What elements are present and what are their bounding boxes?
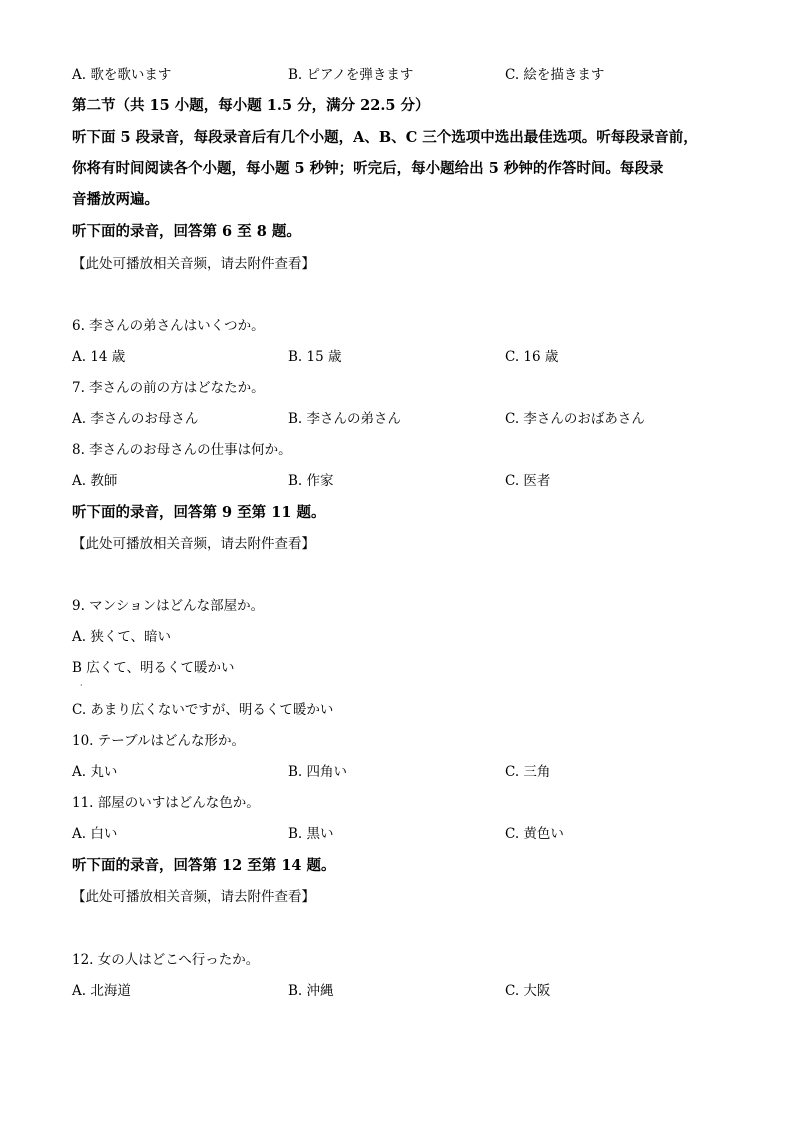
- q7-option-c: C. 李さんのおばあさん: [505, 411, 645, 427]
- group1-audio-note: 【此处可播放相关音频，请去附件查看】: [72, 256, 315, 272]
- q9-option-c: C. あまり広くないですが、明るくて暖かい: [72, 702, 334, 718]
- q11-option-c: C. 黄色い: [505, 826, 564, 842]
- q12-option-b: B. 沖縄: [288, 983, 334, 999]
- section2-instructions-line1: 听下面 5 段录音，每段录音后有几个小题，A、B、C 三个选项中选出最佳选项。听每段录音前，: [72, 129, 698, 146]
- q8-text: 8. 李さんのお母さんの仕事は何か。: [72, 442, 292, 458]
- q7-text: 7. 李さんの前の方はどなたか。: [72, 380, 265, 396]
- q11-option-b: B. 黒い: [288, 826, 334, 842]
- q9-option-a: A. 狭くて、暗い: [72, 629, 172, 645]
- group3-audio-note: 【此处可播放相关音频，请去附件查看】: [72, 889, 315, 905]
- q5-option-c: C. 絵を描きます: [505, 67, 605, 83]
- q5-option-a: A. 歌を歌います: [72, 67, 172, 83]
- stray-dot: ·: [80, 681, 83, 690]
- q10-text: 10. テーブルはどんな形か。: [72, 733, 246, 749]
- q6-option-a: A. 14 歳: [72, 349, 126, 365]
- group2-title: 听下面的录音，回答第 9 至第 11 题。: [72, 504, 326, 521]
- q10-option-a: A. 丸い: [72, 764, 118, 780]
- q11-option-a: A. 白い: [72, 826, 118, 842]
- q8-option-a: A. 教師: [72, 473, 118, 489]
- section2-heading: 第二节（共 15 小题，每小题 1.5 分，满分 22.5 分）: [72, 97, 430, 114]
- q9-option-b: B 広くて、明るくて暖かい: [72, 660, 235, 676]
- q7-option-a: A. 李さんのお母さん: [72, 411, 199, 427]
- group2-audio-note: 【此处可播放相关音频，请去附件查看】: [72, 536, 315, 552]
- q9-text: 9. マンションはどんな部屋か。: [72, 598, 265, 614]
- q6-text: 6. 李さんの弟さんはいくつか。: [72, 318, 265, 334]
- q8-option-c: C. 医者: [505, 473, 551, 489]
- q8-option-b: B. 作家: [288, 473, 334, 489]
- q7-option-b: B. 李さんの弟さん: [288, 411, 402, 427]
- group1-title: 听下面的录音，回答第 6 至 8 题。: [72, 223, 301, 240]
- q12-option-a: A. 北海道: [72, 983, 131, 999]
- q10-option-c: C. 三角: [505, 764, 551, 780]
- q11-text: 11. 部屋のいすはどんな色か。: [72, 795, 260, 811]
- section2-instructions-line2: 你将有时间阅读各个小题，每小题 5 秒钟；听完后，每小题给出 5 秒钟的作答时间。每段录: [72, 160, 664, 177]
- q6-option-b: B. 15 歳: [288, 349, 342, 365]
- q10-option-b: B. 四角い: [288, 764, 348, 780]
- q12-option-c: C. 大阪: [505, 983, 551, 999]
- q6-option-c: C. 16 歳: [505, 349, 559, 365]
- q5-option-b: B. ピアノを弾きます: [288, 67, 414, 83]
- section2-instructions-line3: 音播放两遍。: [72, 191, 159, 208]
- q12-text: 12. 女の人はどこへ行ったか。: [72, 952, 260, 968]
- group3-title: 听下面的录音，回答第 12 至第 14 题。: [72, 857, 336, 874]
